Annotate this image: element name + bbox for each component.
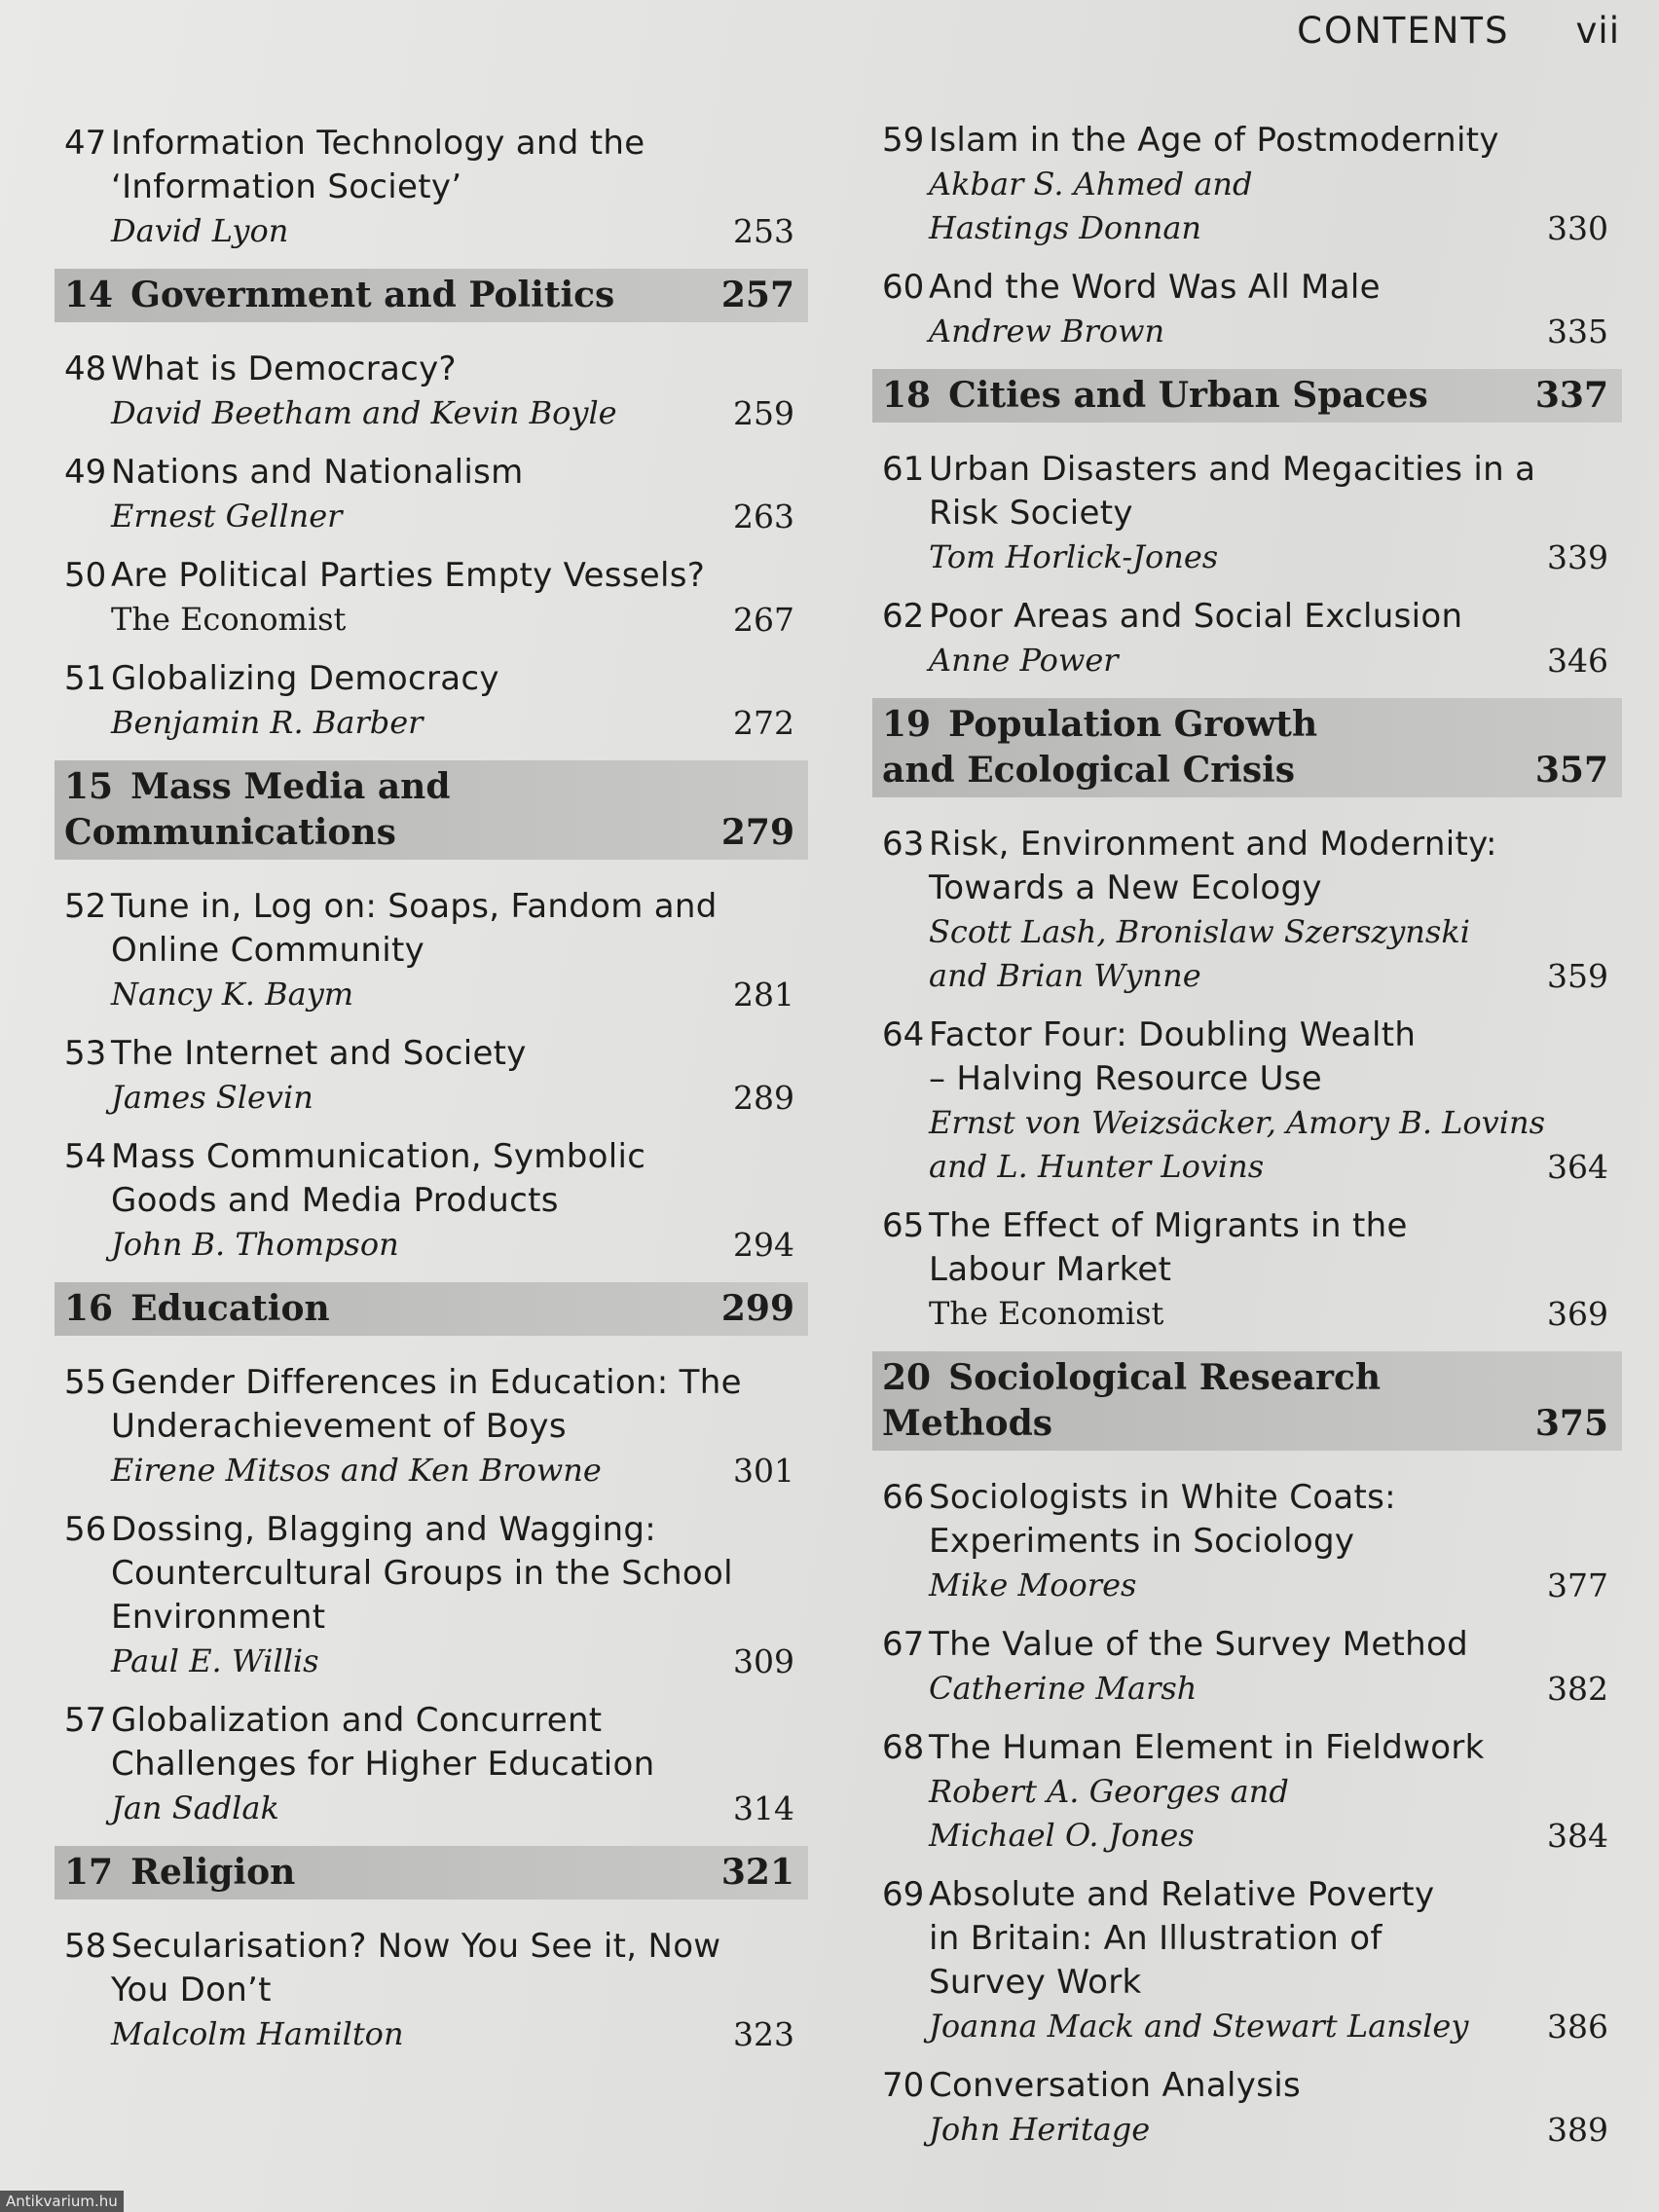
toc-entry-68[interactable] xyxy=(872,1726,1622,1858)
toc-entry-50[interactable] xyxy=(55,554,808,642)
chapter-number: 53 xyxy=(64,1034,107,1073)
section-17-header[interactable] xyxy=(55,1846,808,1899)
chapter-author: Paul E. Willis xyxy=(111,1642,319,1679)
chapter-number: 70 xyxy=(882,2066,925,2105)
chapter-number: 65 xyxy=(882,1206,925,1245)
chapter-author: Andrew Brown xyxy=(929,313,1165,350)
chapter-page: 339 xyxy=(1547,538,1608,576)
section-number: 20 xyxy=(882,1357,932,1398)
chapter-page: 335 xyxy=(1547,313,1608,350)
chapter-title: Conversation Analysis xyxy=(929,2066,1301,2105)
section-page: 299 xyxy=(720,1288,794,1329)
toc-entry-55[interactable] xyxy=(55,1361,808,1493)
chapter-number: 58 xyxy=(64,1927,107,1966)
running-head xyxy=(1297,10,1620,52)
toc-entry-63[interactable] xyxy=(872,823,1622,998)
chapter-title: Information Technology and the ‘Information Society’ xyxy=(111,124,645,206)
chapter-page: 263 xyxy=(733,498,794,535)
section-page: 321 xyxy=(720,1852,794,1893)
section-title: Religion xyxy=(130,1852,296,1893)
chapter-page: 386 xyxy=(1547,2008,1608,2046)
chapter-number: 68 xyxy=(882,1728,925,1767)
chapter-author: Ernest Gellner xyxy=(111,498,343,535)
section-number: 14 xyxy=(64,275,114,315)
chapter-author: David Lyon xyxy=(111,212,289,249)
chapter-page: 369 xyxy=(1547,1295,1608,1333)
chapter-number: 56 xyxy=(64,1510,107,1549)
section-18-header[interactable] xyxy=(872,369,1622,423)
chapter-title: Gender Differences in Education: The Underachievement of Boys xyxy=(111,1363,742,1446)
chapter-page: 384 xyxy=(1547,1817,1608,1855)
watermark: Antikvarium.hu xyxy=(0,2191,124,2212)
section-page: 357 xyxy=(1534,750,1608,791)
section-number: 18 xyxy=(882,375,932,416)
chapter-author: Eirene Mitsos and Ken Browne xyxy=(111,1452,602,1489)
toc-entry-65[interactable] xyxy=(872,1204,1622,1336)
chapter-page: 301 xyxy=(733,1452,794,1490)
chapter-title: Islam in the Age of Postmodernity xyxy=(929,121,1499,160)
chapter-title: Dossing, Blagging and Wagging: Countercultural Groups in the School Environment xyxy=(111,1510,733,1637)
chapter-title: What is Democracy? xyxy=(111,350,457,388)
section-15-header[interactable] xyxy=(55,760,808,860)
toc-entry-52[interactable] xyxy=(55,885,808,1016)
toc-entry-49[interactable] xyxy=(55,451,808,538)
chapter-page: 267 xyxy=(733,601,794,639)
section-title: Education xyxy=(130,1288,330,1329)
chapter-page: 253 xyxy=(733,212,794,250)
section-title: Cities and Urban Spaces xyxy=(948,375,1428,416)
chapter-title: Globalizing Democracy xyxy=(111,659,499,698)
chapter-author: Scott Lash, Bronislaw Szerszynski and Brian Wynne xyxy=(929,913,1470,994)
chapter-page: 281 xyxy=(733,976,794,1014)
chapter-title: Factor Four: Doubling Wealth – Halving Resource Use xyxy=(929,1015,1417,1098)
section-20-header[interactable] xyxy=(872,1351,1622,1451)
toc-entry-60[interactable] xyxy=(872,266,1622,353)
chapter-page: 346 xyxy=(1547,642,1608,680)
toc-entry-51[interactable] xyxy=(55,657,808,745)
chapter-title: Secularisation? Now You See it, Now You Don’t xyxy=(111,1927,721,2009)
chapter-author: John Heritage xyxy=(929,2111,1151,2148)
chapter-title: Are Political Parties Empty Vessels? xyxy=(111,556,706,595)
toc-entry-47[interactable] xyxy=(55,122,808,253)
chapter-number: 59 xyxy=(882,121,925,160)
chapter-number: 64 xyxy=(882,1015,925,1054)
chapter-page: 359 xyxy=(1547,957,1608,995)
chapter-number: 50 xyxy=(64,556,107,595)
chapter-number: 60 xyxy=(882,268,925,307)
chapter-number: 62 xyxy=(882,597,925,636)
toc-entry-67[interactable] xyxy=(872,1623,1622,1711)
chapter-author: Jan Sadlak xyxy=(111,1789,279,1826)
section-title: Government and Politics xyxy=(130,275,615,315)
toc-entry-69[interactable] xyxy=(872,1873,1622,2048)
chapter-page: 259 xyxy=(733,394,794,432)
chapter-title: Urban Disasters and Megacities in a Risk Society xyxy=(929,450,1536,533)
chapter-number: 57 xyxy=(64,1701,107,1740)
toc-entry-48[interactable] xyxy=(55,348,808,435)
chapter-title: Poor Areas and Social Exclusion xyxy=(929,597,1463,636)
chapter-page: 272 xyxy=(733,704,794,742)
toc-left-column xyxy=(55,122,808,2072)
chapter-title: Sociologists in White Coats: Experiments in Sociology xyxy=(929,1478,1396,1561)
section-title: Mass Media and Communications xyxy=(64,766,451,853)
chapter-title: Tune in, Log on: Soaps, Fandom and Online Community xyxy=(111,887,718,970)
chapter-number: 48 xyxy=(64,350,107,388)
chapter-title: Nations and Nationalism xyxy=(111,453,524,492)
toc-right-column xyxy=(872,119,1622,2167)
chapter-title: Risk, Environment and Modernity: Towards a New Ecology xyxy=(929,825,1497,907)
chapter-title: And the Word Was All Male xyxy=(929,268,1381,307)
section-page: 375 xyxy=(1534,1403,1608,1444)
chapter-number: 69 xyxy=(882,1875,925,1914)
chapter-page: 377 xyxy=(1547,1567,1608,1604)
toc-entry-70[interactable] xyxy=(872,2064,1622,2152)
section-14-header[interactable] xyxy=(55,269,808,322)
section-title: Population Growth and Ecological Crisis xyxy=(882,704,1318,791)
section-page: 337 xyxy=(1534,375,1608,416)
chapter-author: Nancy K. Baym xyxy=(111,976,354,1013)
chapter-title: The Internet and Society xyxy=(111,1034,527,1073)
chapter-author: Ernst von Weizsäcker, Amory B. Lovins and L. Hunter Lovins xyxy=(929,1104,1546,1185)
toc-entry-56[interactable] xyxy=(55,1508,808,1683)
section-page: 257 xyxy=(720,275,794,315)
chapter-page: 323 xyxy=(733,2015,794,2053)
chapter-title: Globalization and Concurrent Challenges for Higher Education xyxy=(111,1701,655,1784)
chapter-number: 63 xyxy=(882,825,925,864)
section-title: Sociological Research Methods xyxy=(882,1357,1382,1444)
chapter-page: 382 xyxy=(1547,1670,1608,1708)
section-number: 19 xyxy=(882,704,932,745)
chapter-title: The Human Element in Fieldwork xyxy=(929,1728,1485,1767)
chapter-page: 294 xyxy=(733,1226,794,1264)
chapter-author: Benjamin R. Barber xyxy=(111,704,424,741)
chapter-author: James Slevin xyxy=(111,1079,313,1116)
section-16-header[interactable] xyxy=(55,1282,808,1336)
chapter-author: Malcolm Hamilton xyxy=(111,2015,404,2052)
section-page: 279 xyxy=(720,812,794,853)
chapter-page: 289 xyxy=(733,1079,794,1117)
toc-entry-54[interactable] xyxy=(55,1135,808,1267)
chapter-title: The Effect of Migrants in the Labour Market xyxy=(929,1206,1408,1289)
toc-entry-66[interactable] xyxy=(872,1476,1622,1607)
toc-entry-58[interactable] xyxy=(55,1925,808,2056)
chapter-author: Mike Moores xyxy=(929,1567,1137,1604)
chapter-author: Catherine Marsh xyxy=(929,1670,1198,1707)
toc-entry-53[interactable] xyxy=(55,1032,808,1120)
section-number: 17 xyxy=(64,1852,114,1893)
chapter-author: Robert A. Georges and Michael O. Jones xyxy=(929,1773,1289,1854)
chapter-author: Joanna Mack and Stewart Lansley xyxy=(929,2008,1469,2045)
chapter-author: Anne Power xyxy=(929,642,1119,679)
toc-entry-59[interactable] xyxy=(872,119,1622,250)
section-19-header[interactable] xyxy=(872,698,1622,797)
chapter-number: 66 xyxy=(882,1478,925,1517)
chapter-number: 52 xyxy=(64,887,107,926)
page-folio: vii xyxy=(1575,10,1620,52)
running-head-label: CONTENTS xyxy=(1297,10,1510,52)
chapter-page: 314 xyxy=(733,1789,794,1827)
chapter-title: Mass Communication, Symbolic Goods and Media Products xyxy=(111,1137,646,1220)
chapter-title: Absolute and Relative Poverty in Britain: An Illustration of Survey Work xyxy=(929,1875,1435,2002)
chapter-page: 309 xyxy=(733,1642,794,1680)
toc-entry-57[interactable] xyxy=(55,1699,808,1830)
chapter-title: The Value of the Survey Method xyxy=(929,1625,1468,1664)
chapter-number: 67 xyxy=(882,1625,925,1664)
chapter-author: David Beetham and Kevin Boyle xyxy=(111,394,617,431)
chapter-author: John B. Thompson xyxy=(111,1226,399,1263)
toc-entry-61[interactable] xyxy=(872,448,1622,579)
toc-entry-64[interactable] xyxy=(872,1014,1622,1189)
chapter-number: 49 xyxy=(64,453,107,492)
chapter-page: 364 xyxy=(1547,1148,1608,1186)
chapter-author: The Economist xyxy=(929,1295,1164,1332)
chapter-author: The Economist xyxy=(111,601,347,638)
toc-entry-62[interactable] xyxy=(872,595,1622,682)
section-number: 15 xyxy=(64,766,114,807)
chapter-author: Akbar S. Ahmed and Hastings Donnan xyxy=(929,166,1253,246)
chapter-number: 55 xyxy=(64,1363,107,1402)
chapter-number: 61 xyxy=(882,450,925,489)
chapter-page: 389 xyxy=(1547,2111,1608,2149)
chapter-author: Tom Horlick-Jones xyxy=(929,538,1219,575)
chapter-number: 54 xyxy=(64,1137,107,1176)
chapter-page: 330 xyxy=(1547,209,1608,247)
chapter-number: 51 xyxy=(64,659,107,698)
chapter-number: 47 xyxy=(64,124,107,163)
section-number: 16 xyxy=(64,1288,114,1329)
